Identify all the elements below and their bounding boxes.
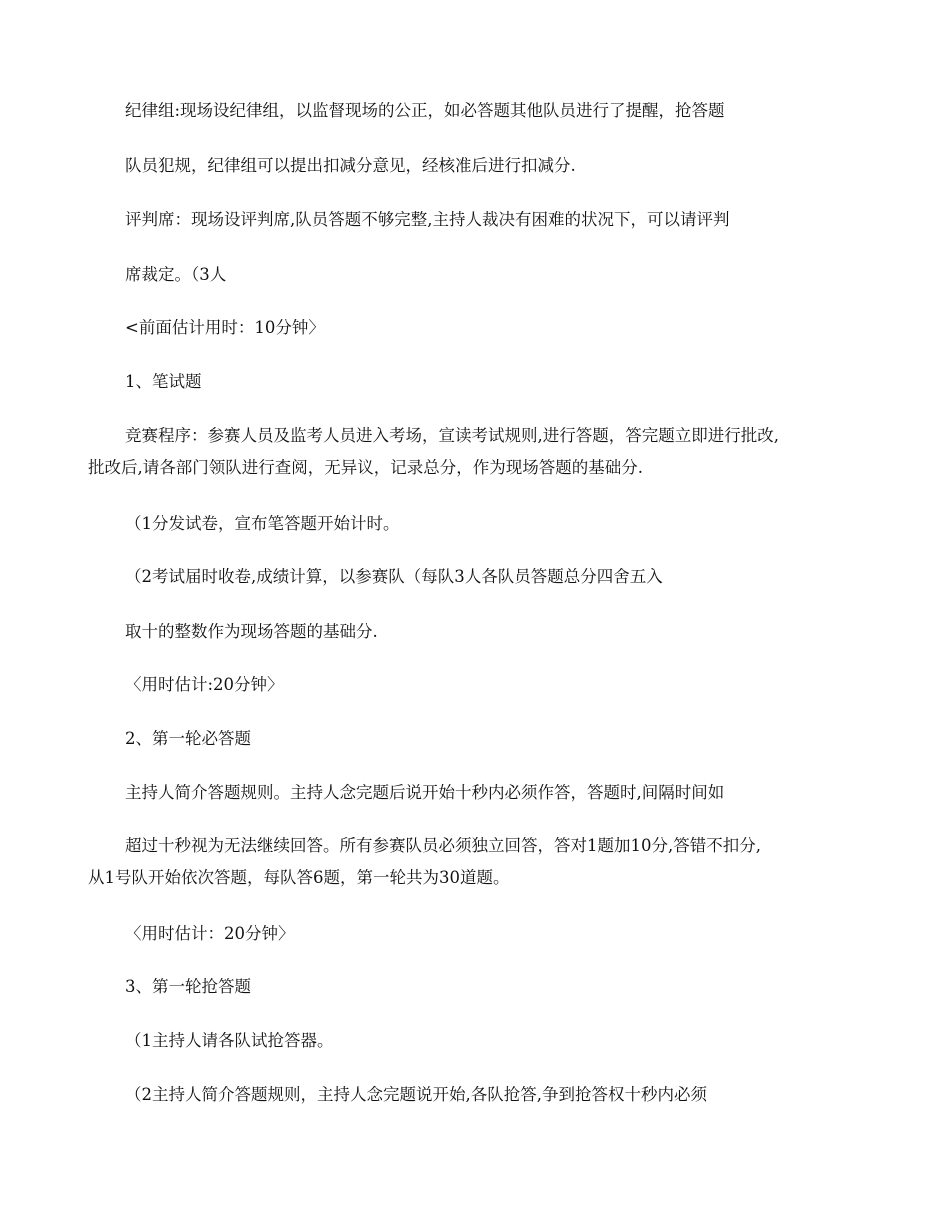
paragraph-procedure [88,420,870,484]
time-estimate-2 [88,669,870,701]
list-item-written-2-line-1 [88,561,870,593]
text-line: 批改后,请各部门领队进行查阅，无异议，记录总分，作为现场答题的基础分. [88,458,643,477]
paragraph-required-rules-line-2 [88,830,870,894]
list-item-written-2-line-2 [88,616,870,648]
paragraph-judges-line-2 [88,259,870,291]
text-line: 纪律组:现场设纪律组，以监督现场的公正，如必答题其他队员进行了提醒，抢答题 [125,101,725,120]
text-line: （2主持人简介答题规则，主持人念完题说开始,各队抢答,争到抢答权十秒内必须 [125,1085,707,1104]
text-line: 队员犯规，纪律组可以提出扣减分意见，经核准后进行扣减分. [125,156,576,175]
section-heading-written-test [88,366,870,398]
text-line: 取十的整数作为现场答题的基础分. [125,622,378,641]
paragraph-required-rules-line-1 [88,777,870,809]
list-item-buzzer-2 [88,1079,870,1111]
text-line: （1主持人请各队试抢答器。 [125,1031,334,1050]
text-line: 主持人简介答题规则。主持人念完题后说开始十秒内必须作答，答题时,间隔时间如 [125,783,725,802]
text-line: （2考试届时收卷,成绩计算，以参赛队（每队3人各队员答题总分四舍五入 [125,567,663,586]
time-estimate-1 [88,312,870,344]
text-line: 〈用时估计：20分钟〉 [125,924,295,943]
text-line: 竞赛程序：参赛人员及监考人员进入考场，宣读考试规则,进行答题，答完题立即进行批改, [125,426,779,445]
text-line: 从1号队开始依次答题，每队答6题，第一轮共为30道题。 [88,868,510,887]
text-line: 席裁定。（3人 [125,265,227,284]
paragraph-discipline-line-1 [88,95,870,127]
text-line: 1、笔试题 [125,372,202,391]
section-heading-round-1-required [88,723,870,755]
paragraph-judges-line-1 [88,204,870,236]
text-line: 3、第一轮抢答题 [125,977,251,996]
list-item-written-1 [88,508,870,540]
text-line: 评判席：现场设评判席,队员答题不够完整,主持人裁决有困难的状况下，可以请评判 [125,210,730,229]
section-heading-round-1-buzzer [88,971,870,1003]
text-line: 2、第一轮必答题 [125,729,251,748]
text-line: 超过十秒视为无法继续回答。所有参赛队员必须独立回答，答对1题加10分,答错不扣分, [125,836,761,855]
paragraph-discipline-line-2 [88,150,870,182]
time-estimate-3 [88,918,870,950]
text-line: <前面估计用时：10分钟〉 [125,318,325,337]
text-line: 〈用时估计:20分钟〉 [125,675,284,694]
text-line: （1分发试卷，宣布笔答题开始计时。 [125,514,400,533]
list-item-buzzer-1 [88,1025,870,1057]
